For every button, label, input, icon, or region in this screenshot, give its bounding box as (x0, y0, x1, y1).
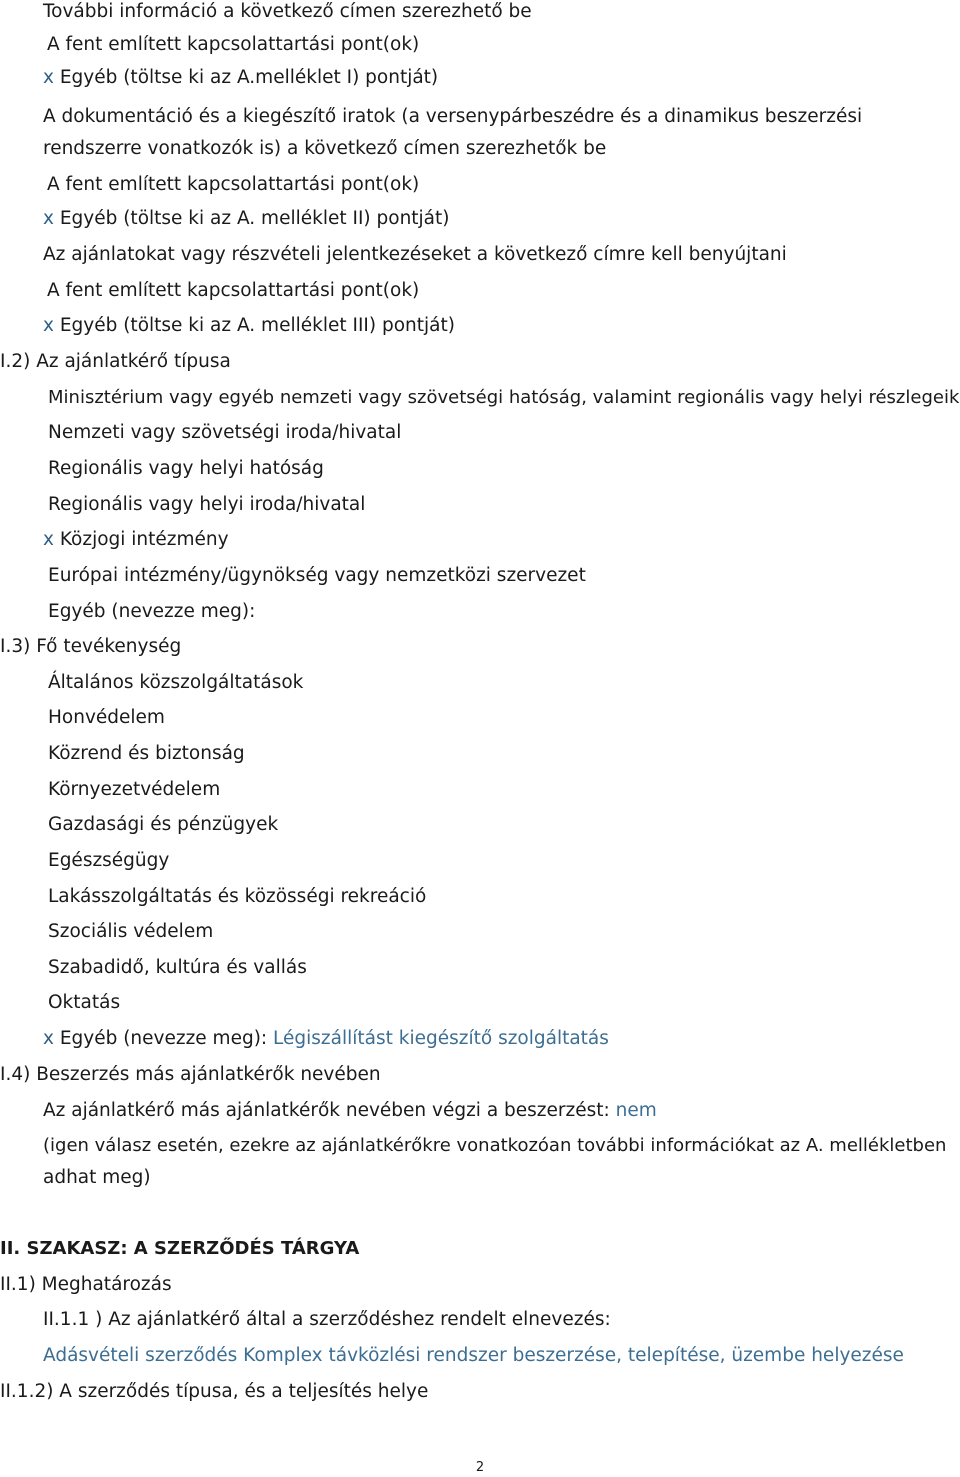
option-item: Általános közszolgáltatások (48, 672, 304, 693)
text-line: A fent említett kapcsolattartási pont(ok) (47, 174, 420, 195)
option-item: Honvédelem (48, 707, 165, 728)
option-item: Egészségügy (48, 850, 170, 871)
text-line: Az ajánlatokat vagy részvételi jelentkezéseket a következő címre kell benyújtani (43, 244, 787, 265)
note-line: (igen válasz esetén, ezekre az ajánlatkérőkre vonatkozóan további információkat az A. mellékletben (43, 1135, 947, 1156)
part-heading: II. SZAKASZ: A SZERZŐDÉS TÁRGYA (0, 1238, 360, 1259)
text-line: rendszerre vonatkozók is) a következő címen szerezhetők be (43, 138, 607, 159)
check-mark: x (43, 1028, 54, 1049)
question-line (43, 1099, 657, 1123)
contract-title: Adásvételi szerződés Komplex távközlési rendszer beszerzése, telepítése, üzembe helyezése (43, 1345, 904, 1366)
section-heading: I.4) Beszerzés más ajánlatkérők nevében (0, 1064, 381, 1085)
option-item: Oktatás (48, 992, 121, 1013)
subsection-heading: II.1.1 ) Az ajánlatkérő által a szerződéshez rendelt elnevezés: (43, 1309, 611, 1330)
filled-value: Légiszállítást kiegészítő szolgáltatás (273, 1028, 609, 1049)
option-label: Egyéb (töltse ki az A. melléklet II) pontját) (53, 208, 450, 229)
check-mark: x (43, 208, 54, 229)
section-heading: I.3) Fő tevékenység (0, 636, 182, 657)
question-text: Az ajánlatkérő más ajánlatkérők nevében végzi a beszerzést: (43, 1100, 616, 1121)
text-line: A dokumentáció és a kiegészítő iratok (a versenypárbeszédre és a dinamikus beszerzési (43, 106, 863, 127)
check-mark: x (43, 67, 54, 88)
answer-value: nem (615, 1100, 657, 1121)
checked-option (43, 207, 450, 231)
option-item: Minisztérium vagy egyéb nemzeti vagy szövetségi hatóság, valamint regionális vagy helyi részlegeik (48, 387, 960, 408)
option-item: Egyéb (nevezze meg): (48, 601, 256, 622)
option-item: Szabadidő, kultúra és vallás (48, 957, 307, 978)
check-mark: x (43, 315, 54, 336)
checked-option (43, 1027, 609, 1051)
subsection-heading: II.1.2) A szerződés típusa, és a teljesítés helye (0, 1381, 429, 1402)
checked-option (43, 314, 455, 338)
check-mark: x (43, 529, 54, 550)
text-line: További információ a következő címen szerezhető be (43, 1, 532, 22)
subsection-heading: II.1) Meghatározás (0, 1274, 172, 1295)
option-label: Közjogi intézmény (53, 529, 229, 550)
option-item: Lakásszolgáltatás és közösségi rekreáció (48, 886, 427, 907)
option-label: Egyéb (töltse ki az A. melléklet III) pontját) (53, 315, 455, 336)
option-item: Közrend és biztonság (48, 743, 245, 764)
checked-option (43, 528, 229, 552)
option-item: Regionális vagy helyi hatóság (48, 458, 324, 479)
option-item: Európai intézmény/ügynökség vagy nemzetközi szervezet (48, 565, 586, 586)
option-item: Környezetvédelem (48, 779, 221, 800)
section-heading: I.2) Az ajánlatkérő típusa (0, 351, 231, 372)
option-label: Egyéb (nevezze meg): (53, 1028, 274, 1049)
option-item: Nemzeti vagy szövetségi iroda/hivatal (48, 422, 402, 443)
option-item: Regionális vagy helyi iroda/hivatal (48, 494, 366, 515)
option-item: Gazdasági és pénzügyek (48, 814, 279, 835)
option-item: Szociális védelem (48, 921, 214, 942)
page-number: 2 (475, 1460, 485, 1475)
text-line: A fent említett kapcsolattartási pont(ok) (47, 34, 420, 55)
checked-option (43, 66, 438, 90)
option-label: Egyéb (töltse ki az A.melléklet I) pontját) (53, 67, 439, 88)
note-line: adhat meg) (43, 1167, 151, 1188)
text-line: A fent említett kapcsolattartási pont(ok) (47, 280, 420, 301)
